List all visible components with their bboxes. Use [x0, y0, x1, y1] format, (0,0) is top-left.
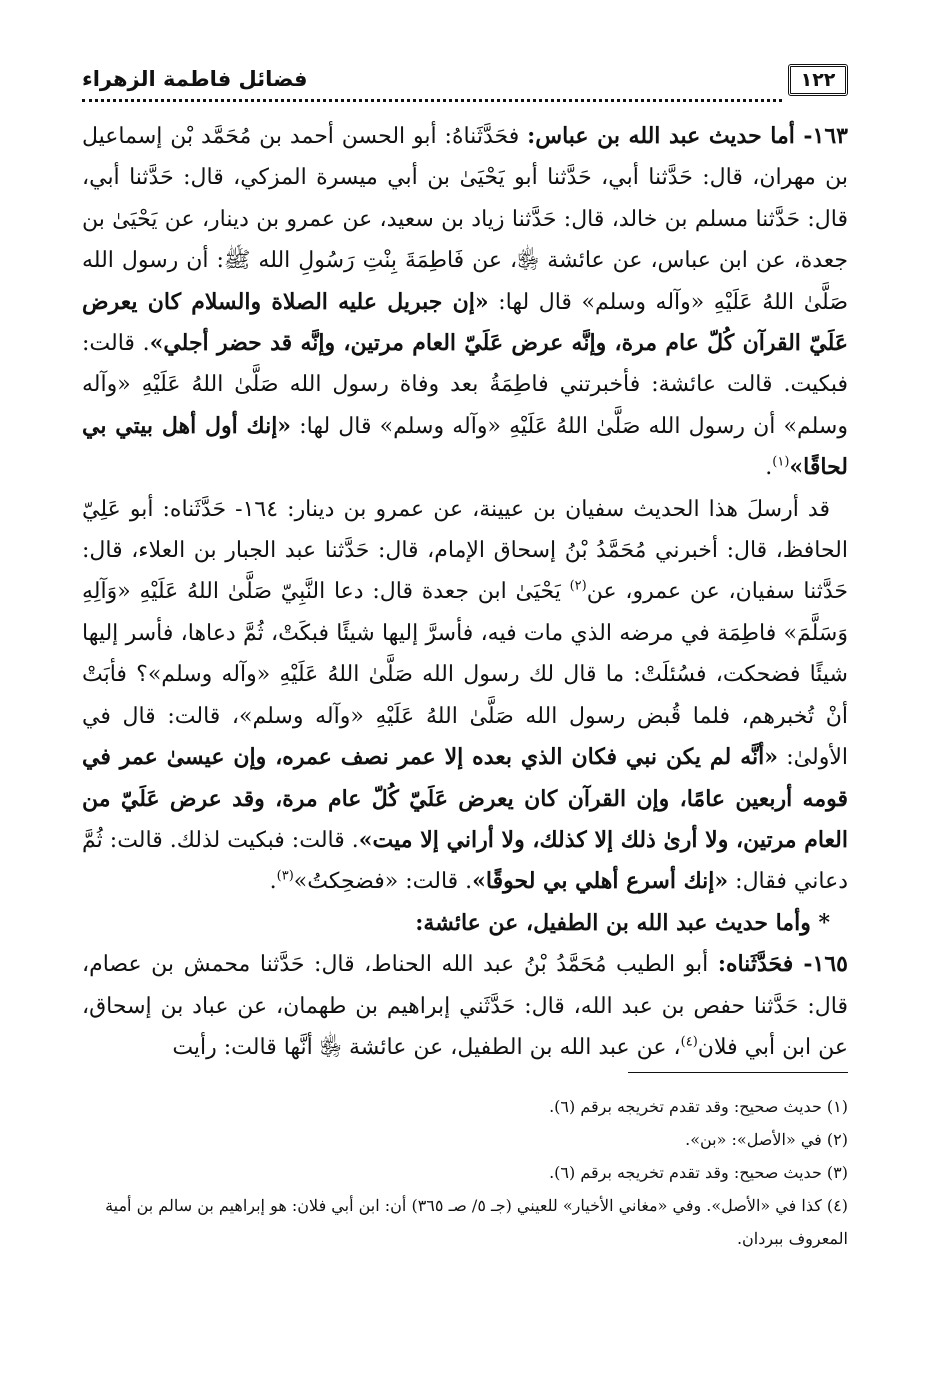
hadith-164-end: . [269, 869, 277, 895]
running-title: فضائل فاطمة الزهراء [82, 67, 308, 91]
hadith-165-lead: ١٦٥- فحَدَّثَناه: [717, 951, 848, 978]
footnote-ref-2[interactable]: (٢) [569, 579, 587, 595]
page-number: ١٢٢ [788, 64, 848, 96]
hadith-165-text-2: ، عن عبد الله بن الطفيل، عن عائشة ﵂ أنَّها قالت: رأيت [172, 1034, 681, 1060]
hadith-163-quote-2: «إنك أول أهل بيتي بي لحاقًا» [82, 412, 848, 481]
page-header [82, 58, 848, 104]
footnote-ref-1[interactable]: (١) [772, 454, 790, 470]
hadith-163-text-2: . قالت: فبكيت. قالت عائشة: فأخبرتني فاطِمَةُ بعد وفاة رسول الله صَلَّىٰ اللهُ عَلَيْهِ «وآله وسلم» أن رسول الله صَلَّىٰ اللهُ عَلَيْهِ «وآله وسلم» قال لها: [82, 331, 848, 439]
hadith-165-text: أبو الطيب مُحَمَّدُ بْنُ عبد الله الحناط، قال: حَدَّثنا محمش بن عصام، قال: حَدَّثنا حفص بن عبد الله، قال: حَدَّثَني إبراهيم بن طهمان، عن عباد بن إسحاق، عن ابن أبي فلان [82, 952, 848, 1060]
footnote-4-continuation: المعروف ببردان. [736, 1229, 848, 1248]
paragraph-hadith-164 [82, 489, 848, 903]
footnote-2: (٢) في «الأصل»: «بن». [685, 1130, 848, 1149]
paragraph-hadith-165 [82, 944, 848, 1068]
hadith-163-end: . [765, 455, 773, 481]
footnote-4 [82, 1189, 848, 1255]
hadith-164-text-2: يَحْيَىٰ ابن جعدة قال: دعا النَّبِيّ صَلَّىٰ اللهُ عَلَيْهِ «وَآلِهِ وَسَلَّمَ» فاطِمَة في مرضه الذي مات فيه، فأسرَّ إليها شيئًا فبكَتْ، ثُمَّ دعاها، فأسر إليها شيئًا فضحكت، فسُئلَتْ: ما قال لك رسول الله صَلَّىٰ اللهُ عَلَيْهِ «وآله وسلم»؟ فأبَتْ أنْ تُخبرهم، فلما قُبض رسول الله صَلَّىٰ اللهُ عَلَيْهِ «وآله وسلم»، قالت: قال في الأولىٰ: [82, 579, 848, 771]
section-heading-text: * وأما حديث عبد الله بن الطفيل، عن عائشة: [415, 909, 830, 936]
header-dotted-rule [82, 99, 782, 102]
footnote-ref-3[interactable]: (٣) [276, 868, 294, 884]
footnote-3: (٣) حديث صحيح: وقد تقدم تخريجه برقم (٦). [549, 1163, 848, 1182]
hadith-163-text: فحَدَّثَناهُ: أبو الحسن أحمد بن مُحَمَّد بْن إسماعيل بن مهران، قال: حَدَّثنا أبي، حَدَّثنا أبو يَحْيَىٰ بن أبي ميسرة المزكي، قال: حَدَّثنا أبي، قال: حَدَّثنا مسلم بن خالد، قال: حَدَّثنا زياد بن سعيد، عن عمرو بن دينار، عن يَحْيَىٰ بن جعدة، عن ابن عباس، عن عائشة ﵂، عن فَاطِمَةَ بِنْتِ رَسُولِ الله ﷺ: أن رسول الله صَلَّىٰ اللهُ عَلَيْهِ «وآله وسلم» قال لها: [82, 124, 848, 315]
section-heading-abdullah-ibn-tufayl [82, 903, 848, 944]
hadith-163-quote-1: «إن جبريل عليه الصلاة والسلام كان يعرض عَلَيّ القرآن كُلّ عام مرة، وإنَّه عرض عَلَيّ العام مرتين، وإنَّه قد حضر أجلي» [82, 288, 848, 357]
hadith-163-lead: ١٦٣- أما حديث عبد الله بن عباس: [527, 123, 848, 149]
footnote-1: (١) حديث صحيح: وقد تقدم تخريجه برقم (٦). [549, 1097, 848, 1116]
main-text [82, 116, 848, 1068]
hadith-164-text-3: . قالت: فبكيت لذلك. قالت: ثُمَّ دعاني فقال: [82, 827, 848, 895]
footnotes [82, 1090, 848, 1255]
hadith-164-quote-2: «إنك أسرع أهلي بي لحوقًا» [472, 868, 729, 895]
footnote-4-text: (٤) كذا في «الأصل». وفي «مغاني الأخيار» للعيني (جـ ٥/ صـ ٣٦٥) أن: ابن أبي فلان: هو إبراهيم بن سالم بن أمية [105, 1196, 848, 1215]
paragraph-hadith-163 [82, 116, 848, 489]
footnote-separator [628, 1072, 848, 1073]
hadith-164-text: قد أرسلَ هذا الحديث سفيان بن عيينة، عن عمرو بن دينار: ١٦٤- حَدَّثَناه: أبو عَلِيّ الحافظ، قال: أخبرني مُحَمَّدُ بْنُ إسحاق الإمام، قال: حَدَّثنا عبد الجبار بن العلاء، قال: حَدَّثنا سفيان، عن عمرو، عن [82, 496, 849, 605]
hadith-164-text-4: . قالت: «فضحِكتُ» [293, 869, 473, 895]
footnote-ref-4[interactable]: (٤) [680, 1034, 698, 1050]
hadith-164-quote-1: «أنَّه لم يكن نبي فكان الذي بعده إلا عمر نصف عمره، وإن عيسىٰ عمر في قومه أربعين عامًا، وإن القرآن كان يعرض عَلَيّ كُلّ عام مرة، وقد عرض عَلَيّ من العام مرتين، ولا أرىٰ ذلك إلا كذلك، ولا أراني إلا ميت» [82, 744, 848, 853]
